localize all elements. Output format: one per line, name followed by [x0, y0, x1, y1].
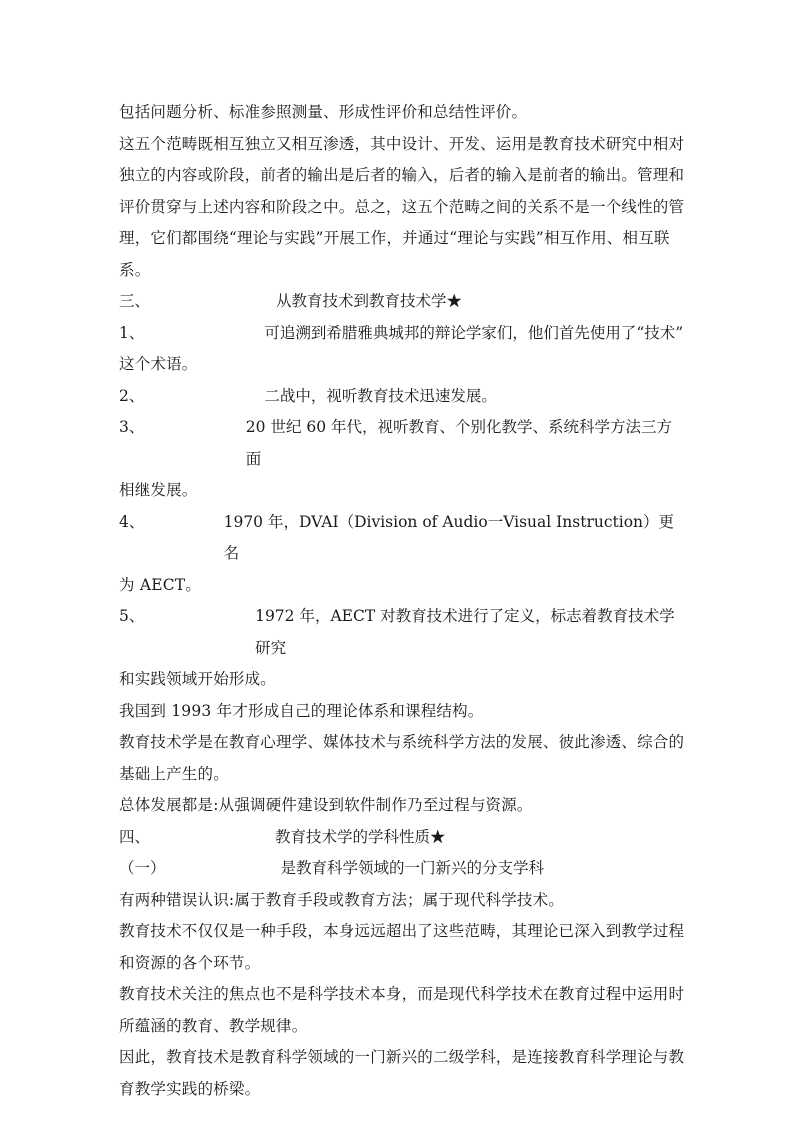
paragraph-china-1993: 我国到 1993 年才形成自己的理论体系和课程结构。: [119, 701, 484, 720]
history-item: [119, 412, 685, 507]
item-continuation: 相继发展。: [119, 481, 198, 499]
item-continuation: 这个术语。: [119, 355, 198, 373]
item-continuation: 和实践领域开始形成。: [119, 670, 277, 688]
section-title: 从教育技术到教育技术学★: [276, 292, 463, 310]
item-text: 20 世纪 60 年代，视听教育、个别化教学、系统科学方法三方面: [245, 418, 673, 468]
item-text: 1970 年，DVAI（Division of Audio一Visual Instruction）更名: [223, 512, 675, 562]
paragraph-development: 总体发展都是:从强调硬件建设到软件制作乃至过程与资源。: [119, 796, 533, 814]
section-title: 教育技术学的学科性质★: [275, 827, 446, 846]
history-item: [119, 507, 685, 602]
history-item: [119, 318, 685, 381]
item-number: 2、: [119, 386, 145, 405]
document-page: [119, 97, 685, 1105]
paragraph-evaluation: 包括问题分析、标准参照测量、形成性评价和总结性评价。: [119, 103, 528, 121]
history-item: [119, 601, 685, 696]
subsection-heading: [119, 853, 685, 885]
paragraph-five-domains: 这五个范畴既相互独立又相互渗透，其中设计、开发、运用是教育技术研究中相对独立的内容或阶段，前者的输出是后者的输入，后者的输入是前者的输出。管理和评价贯穿与上述内容和阶段之中。总之，这五个范畴之间的关系不是一个线性的管理，它们都围绕“理论与实践”开展工作，并通过“理论与实践”相互作用、相互联系。: [119, 134, 685, 279]
item-number: 1、: [119, 323, 145, 342]
subsection-number: （一）: [119, 859, 166, 877]
paragraph-conclusion: 因此，教育技术是教育科学领域的一门新兴的二级学科，是连接教育科学理论与教育教学实践的桥梁。: [119, 1048, 685, 1098]
paragraph-discipline-origin: 教育技术学是在教育心理学、媒体技术与系统科学方法的发展、彼此渗透、综合的基础上产生的。: [119, 733, 685, 783]
item-number: 5、: [119, 607, 145, 625]
paragraph-beyond-means: 教育技术不仅仅是一种手段，本身远远超出了这些范畴，其理论已深入到教学过程和资源的各个环节。: [119, 922, 685, 972]
history-item: [119, 381, 685, 413]
paragraph-misconceptions: 有两种错误认识:属于教育手段或教育方法；属于现代科学技术。: [119, 890, 565, 909]
item-text: 1972 年，AECT 对教育技术进行了定义，标志着教育技术学研究: [255, 607, 675, 657]
item-text: 可追溯到希腊雅典城邦的辩论学家们，他们首先使用了“技术”: [264, 323, 684, 342]
paragraph-focus: 教育技术关注的焦点也不是科学技术本身，而是现代科学技术在教育过程中运用时所蕴涵的教育、教学规律。: [119, 985, 685, 1035]
section-number: 三、: [119, 292, 151, 310]
subsection-title: 是教育科学领域的一门新兴的分支学科: [280, 859, 545, 877]
section-heading-3: [119, 286, 685, 318]
item-text: 二战中，视听教育技术迅速发展。: [264, 386, 497, 405]
item-continuation: 为 AECT。: [119, 575, 202, 594]
item-number: 4、: [119, 512, 145, 531]
section-heading-4: [119, 822, 685, 854]
item-number: 3、: [119, 418, 145, 436]
section-number: 四、: [119, 827, 151, 846]
